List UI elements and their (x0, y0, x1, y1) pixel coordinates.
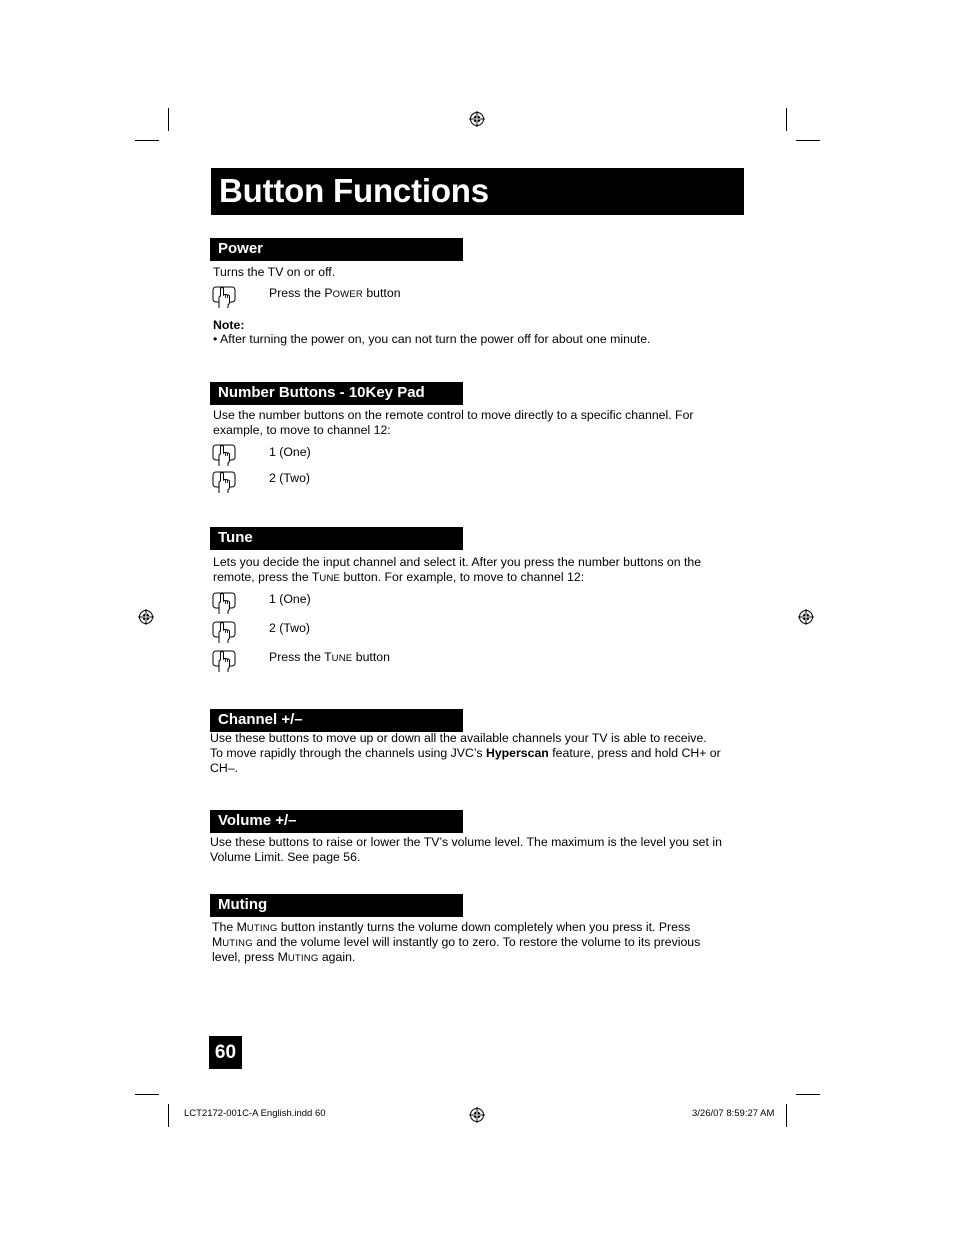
number-intro-line2: example, to move to channel 12: (213, 423, 391, 437)
tune-intro-line1: Lets you decide the input channel and select it. After you press the number buttons on the (213, 555, 702, 569)
pressing-hand-icon (212, 590, 236, 616)
muting-line1: The MUTING button instantly turns the volume down completely when you press it. Press (212, 920, 691, 934)
tune-step-2: 2 (Two) (269, 621, 310, 635)
section-heading: Channel +/– (218, 711, 303, 728)
section-header-power (210, 238, 463, 261)
page-number: 60 (214, 1042, 237, 1063)
crop-mark (135, 140, 159, 141)
registration-mark-icon (798, 609, 814, 625)
tune-intro-line2: remote, press the TUNE button. For example, to move to channel 12: (213, 570, 585, 584)
section-heading: Volume +/– (218, 812, 297, 829)
muting-line3: level, press MUTING again. (212, 950, 356, 964)
section-heading: Tune (218, 529, 253, 546)
pressing-hand-icon (212, 442, 236, 468)
crop-mark (786, 108, 787, 131)
tune-step-1: 1 (One) (269, 592, 311, 606)
crop-mark (168, 108, 169, 131)
section-heading: Number Buttons - 10Key Pad (218, 384, 425, 401)
number-step-2: 2 (Two) (269, 471, 310, 485)
pressing-hand-icon (212, 469, 236, 495)
section-header-muting (210, 894, 463, 917)
crop-mark (796, 140, 820, 141)
section-heading: Muting (218, 896, 268, 913)
hyperscan-term: Hyperscan (485, 746, 549, 760)
number-intro-line1: Use the number buttons on the remote control to move directly to a specific channel. For (213, 408, 694, 422)
pressing-hand-icon (212, 648, 236, 674)
footer-timestamp: 3/26/07 8:59:27 AM (692, 1108, 775, 1119)
volume-line1: Use these buttons to raise or lower the TV’s volume level. The maximum is the level you set in (210, 835, 722, 849)
muting-line2: MUTING and the volume level will instantly go to zero. To restore the volume to its previous (212, 935, 701, 949)
number-step-1: 1 (One) (269, 445, 311, 459)
registration-mark-icon (469, 111, 485, 127)
section-header-volume (210, 810, 463, 833)
section-header-channel (210, 709, 463, 732)
page-title-bar (211, 168, 744, 215)
crop-mark (135, 1094, 159, 1095)
registration-mark-icon (138, 609, 154, 625)
section-header-tune (210, 527, 463, 550)
channel-line2: To move rapidly through the channels using JVC’s Hyperscan feature, press and hold CH+ or (210, 746, 721, 760)
crop-mark (168, 1104, 169, 1127)
crop-mark (796, 1094, 820, 1095)
note-label: Note: (213, 318, 245, 332)
section-heading: Power (218, 240, 264, 257)
crop-mark (786, 1104, 787, 1127)
page-number-box (209, 1036, 242, 1069)
volume-line2: Volume Limit. See page 56. (210, 850, 361, 864)
pressing-hand-icon (212, 619, 236, 645)
tune-step-3: Press the TUNE button (269, 650, 390, 664)
channel-line3: CH–. (210, 761, 239, 775)
power-intro: Turns the TV on or off. (213, 265, 336, 279)
registration-mark-icon (469, 1107, 485, 1123)
page-title: Button Functions (219, 172, 489, 209)
pressing-hand-icon (212, 284, 236, 310)
power-step: Press the POWER button (269, 286, 401, 300)
section-header-number-buttons (210, 382, 463, 405)
channel-line1: Use these buttons to move up or down all the available channels your TV is able to receive. (210, 731, 707, 745)
note-text: • After turning the power on, you can not turn the power off for about one minute. (213, 332, 651, 346)
footer-filename: LCT2172-001C-A English.indd 60 (184, 1108, 326, 1119)
